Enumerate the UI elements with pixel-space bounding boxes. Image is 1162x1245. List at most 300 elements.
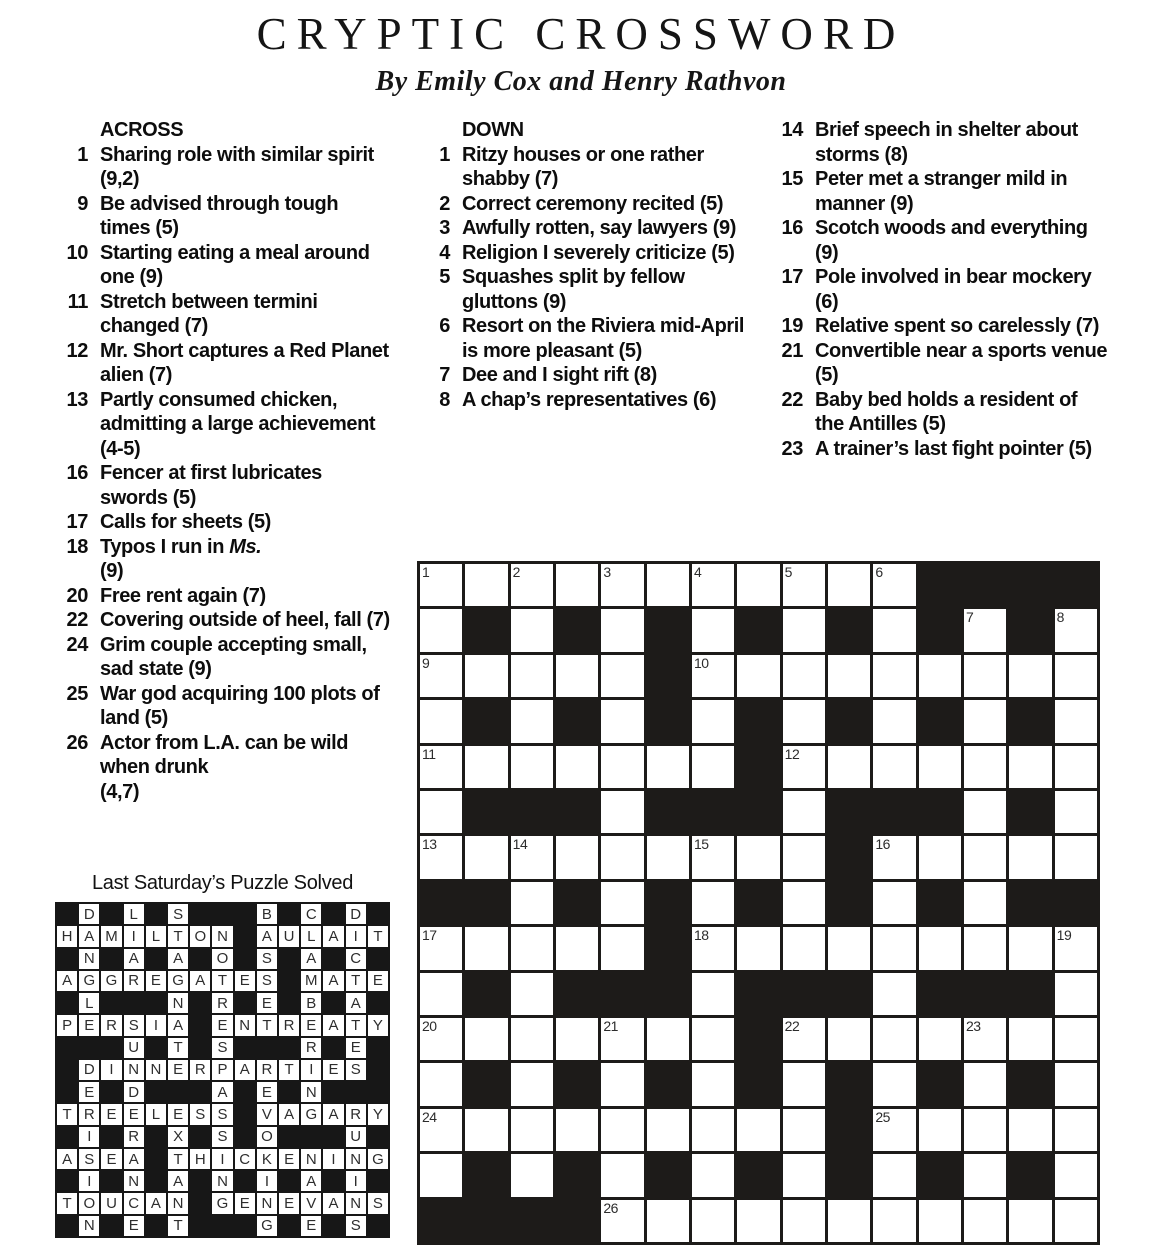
grid-cell[interactable] [556, 1018, 598, 1060]
solved-cell-black [57, 1171, 77, 1191]
grid-cell[interactable] [1009, 746, 1051, 788]
solved-cell-black [101, 1038, 121, 1058]
grid-cell[interactable] [647, 1018, 689, 1060]
solved-cell-letter: A [168, 1171, 188, 1191]
grid-cell[interactable] [964, 1109, 1006, 1151]
grid-cell[interactable] [783, 927, 825, 969]
grid-cell[interactable] [511, 609, 553, 651]
clue-text: War god acquiring 100 plots of land (5) [100, 682, 380, 729]
grid-cell[interactable] [1009, 1109, 1051, 1151]
grid-cell-black [511, 791, 553, 833]
grid-cell[interactable] [873, 1109, 915, 1151]
grid-cell[interactable] [1055, 1018, 1097, 1060]
grid-cell[interactable] [692, 836, 734, 878]
grid-cell-black [1055, 564, 1097, 606]
solved-cell-letter: R [124, 1127, 144, 1147]
solved-cell-black [235, 1171, 255, 1191]
grid-cell[interactable] [1055, 1154, 1097, 1196]
solved-cell-letter: K [257, 1149, 277, 1169]
grid-cell[interactable] [465, 564, 507, 606]
grid-cell[interactable] [737, 655, 779, 697]
grid-cell-number: 10 [693, 654, 709, 671]
grid-cell-black [556, 791, 598, 833]
solved-cell-letter: D [79, 904, 99, 924]
grid-cell[interactable] [420, 1109, 462, 1151]
grid-cell[interactable] [601, 1200, 643, 1242]
grid-cell[interactable] [783, 1154, 825, 1196]
grid-cell[interactable] [511, 1018, 553, 1060]
grid-cell[interactable] [873, 700, 915, 742]
grid-cell[interactable] [1009, 655, 1051, 697]
grid-cell[interactable] [873, 1154, 915, 1196]
grid-cell[interactable] [601, 1018, 643, 1060]
clue-number: 15 [781, 168, 803, 190]
solved-cell-letter: A [323, 1015, 343, 1035]
grid-cell[interactable] [964, 927, 1006, 969]
grid-cell[interactable] [964, 1063, 1006, 1105]
clue-number: 2 [439, 192, 450, 215]
solved-cell-letter: X [168, 1127, 188, 1147]
grid-cell[interactable] [692, 655, 734, 697]
solved-cell-black [79, 1038, 99, 1058]
solved-cell-letter: E [235, 971, 255, 991]
grid-cell[interactable] [511, 564, 553, 606]
clue-text: Ritzy houses or one rather shabby (7) [462, 143, 704, 190]
solved-cell-black [368, 1127, 388, 1147]
solved-cell-letter: R [124, 971, 144, 991]
grid-cell[interactable] [556, 836, 598, 878]
grid-cell[interactable] [511, 882, 553, 924]
byline: By Emily Cox and Henry Rathvon [375, 66, 787, 97]
grid-cell[interactable] [511, 836, 553, 878]
grid-cell[interactable] [692, 927, 734, 969]
grid-cell-black [919, 973, 961, 1015]
clue-number: 14 [781, 119, 803, 141]
solved-cell-letter: A [168, 1015, 188, 1035]
solved-cell-letter: E [301, 1015, 321, 1035]
solved-cell-letter: S [212, 1038, 232, 1058]
grid-cell-black [556, 1063, 598, 1105]
clue-number: 21 [781, 339, 803, 362]
solved-cell-black [57, 949, 77, 969]
grid-cell[interactable] [964, 1018, 1006, 1060]
solved-cell-black [368, 1171, 388, 1191]
grid-cell[interactable] [511, 973, 553, 1015]
solved-cell-letter: N [301, 1149, 321, 1169]
solved-cell-black [212, 904, 232, 924]
grid-cell[interactable] [692, 1200, 734, 1242]
grid-cell[interactable] [601, 1063, 643, 1105]
grid-cell-black [465, 1154, 507, 1196]
grid-cell[interactable] [420, 746, 462, 788]
grid-cell[interactable] [783, 746, 825, 788]
grid-cell[interactable] [919, 1018, 961, 1060]
grid-cell[interactable] [692, 700, 734, 742]
grid-cell-black [919, 700, 961, 742]
solved-cell-letter: A [346, 993, 366, 1013]
grid-cell-black [919, 791, 961, 833]
solved-cell-black [323, 1216, 343, 1236]
grid-cell[interactable] [873, 609, 915, 651]
grid-cell[interactable] [783, 791, 825, 833]
clue-text: Starting eating a meal around one (9) [100, 241, 370, 288]
solved-cell-black [235, 904, 255, 924]
solved-cell-letter: E [323, 1060, 343, 1080]
grid-cell-black [647, 791, 689, 833]
solved-cell-letter: E [212, 1015, 232, 1035]
grid-cell[interactable] [692, 746, 734, 788]
grid-cell[interactable] [873, 1200, 915, 1242]
solved-cell-letter: S [212, 1127, 232, 1147]
grid-cell[interactable] [783, 1200, 825, 1242]
grid-cell[interactable] [737, 927, 779, 969]
solved-cell-letter: E [124, 1104, 144, 1124]
grid-cell[interactable] [919, 1200, 961, 1242]
grid-cell-black [465, 1063, 507, 1105]
grid-cell[interactable] [511, 655, 553, 697]
grid-cell-number: 12 [784, 745, 800, 762]
solved-cell-black [368, 1216, 388, 1236]
grid-cell[interactable] [737, 1109, 779, 1151]
solved-cell-letter: H [57, 926, 77, 946]
grid-cell[interactable] [783, 836, 825, 878]
solved-cell-letter: O [212, 949, 232, 969]
grid-cell-black [828, 791, 870, 833]
grid-cell[interactable] [556, 746, 598, 788]
solved-cell-black [168, 1082, 188, 1102]
grid-cell[interactable] [873, 973, 915, 1015]
grid-cell[interactable] [511, 927, 553, 969]
grid-cell[interactable] [465, 655, 507, 697]
grid-cell-number: 17 [422, 927, 437, 944]
grid-cell[interactable] [783, 1109, 825, 1151]
grid-cell[interactable] [420, 609, 462, 651]
grid-cell[interactable] [601, 746, 643, 788]
solved-cell-black [57, 1038, 77, 1058]
clue-text: Covering outside of heel, fall (7) [100, 609, 390, 631]
grid-cell[interactable] [465, 927, 507, 969]
grid-cell[interactable] [556, 1109, 598, 1151]
grid-cell[interactable] [647, 836, 689, 878]
grid-cell[interactable] [964, 882, 1006, 924]
solved-cell-black [101, 993, 121, 1013]
grid-cell[interactable] [919, 836, 961, 878]
grid-cell[interactable] [873, 1018, 915, 1060]
solved-cell-letter: R [257, 1060, 277, 1080]
grid-cell[interactable] [511, 700, 553, 742]
grid-cell[interactable] [601, 791, 643, 833]
solved-cell-letter: Y [368, 1015, 388, 1035]
grid-cell[interactable] [783, 564, 825, 606]
clue-number: 12 [66, 339, 88, 362]
grid-cell-black [828, 882, 870, 924]
grid-cell[interactable] [601, 700, 643, 742]
clue-item [55, 731, 393, 805]
solved-cell-black [323, 904, 343, 924]
grid-cell[interactable] [420, 1018, 462, 1060]
grid-cell[interactable] [964, 655, 1006, 697]
grid-cell-black [1009, 1154, 1051, 1196]
across-clue-list [55, 143, 393, 805]
grid-cell[interactable] [964, 1154, 1006, 1196]
grid-cell[interactable] [737, 836, 779, 878]
grid-cell-black [783, 973, 825, 1015]
grid-cell[interactable] [1055, 609, 1097, 651]
grid-cell[interactable] [873, 655, 915, 697]
grid-cell[interactable] [465, 746, 507, 788]
solved-cell-letter: T [257, 1015, 277, 1035]
solved-cell-letter: R [190, 1060, 210, 1080]
grid-cell[interactable] [1055, 791, 1097, 833]
grid-cell[interactable] [465, 836, 507, 878]
grid-cell[interactable] [1055, 927, 1097, 969]
grid-cell[interactable] [601, 882, 643, 924]
solved-cell-letter: G [101, 971, 121, 991]
solved-cell-black [57, 1060, 77, 1080]
clue-item [770, 437, 1108, 462]
solved-cell-letter: G [212, 1193, 232, 1213]
grid-cell[interactable] [420, 700, 462, 742]
grid-cell[interactable] [511, 1109, 553, 1151]
solved-cell-letter: T [168, 1038, 188, 1058]
down-continued-clue-list [770, 118, 1108, 461]
solved-cell-letter: C [301, 904, 321, 924]
solved-cell-black [257, 1038, 277, 1058]
grid-cell[interactable] [1055, 836, 1097, 878]
solved-cell-black [235, 949, 255, 969]
clue-item [55, 339, 393, 388]
grid-cell-number: 26 [603, 1199, 618, 1216]
solved-cell-black [368, 949, 388, 969]
clue-item [770, 118, 1108, 167]
grid-cell[interactable] [556, 927, 598, 969]
grid-cell[interactable] [511, 746, 553, 788]
grid-cell[interactable] [964, 609, 1006, 651]
grid-cell[interactable] [420, 927, 462, 969]
grid-cell-black [828, 609, 870, 651]
grid-cell[interactable] [1009, 1018, 1051, 1060]
grid-cell[interactable] [601, 1109, 643, 1151]
solved-cell-letter: U [101, 1193, 121, 1213]
grid-cell[interactable] [601, 564, 643, 606]
grid-cell[interactable] [601, 927, 643, 969]
grid-cell[interactable] [692, 1154, 734, 1196]
grid-cell[interactable] [1055, 655, 1097, 697]
page-title: CRYPTIC CROSSWORD [256, 9, 906, 59]
solved-cell-letter: I [301, 1060, 321, 1080]
grid-cell[interactable] [420, 564, 462, 606]
grid-cell[interactable] [1055, 1109, 1097, 1151]
grid-cell[interactable] [783, 1063, 825, 1105]
grid-cell[interactable] [919, 1109, 961, 1151]
grid-cell[interactable] [1055, 973, 1097, 1015]
grid-cell[interactable] [737, 1200, 779, 1242]
grid-cell[interactable] [783, 1018, 825, 1060]
solved-cell-letter: N [168, 1193, 188, 1213]
grid-cell[interactable] [737, 564, 779, 606]
grid-cell[interactable] [692, 973, 734, 1015]
clue-text: Grim couple accepting small, sad state (9) [100, 633, 367, 680]
grid-cell[interactable] [828, 746, 870, 788]
grid-cell[interactable] [828, 927, 870, 969]
solved-cell-letter: N [146, 1060, 166, 1080]
grid-cell-number: 14 [512, 836, 528, 853]
grid-cell-number: 7 [965, 609, 974, 626]
grid-cell[interactable] [828, 655, 870, 697]
grid-cell[interactable] [692, 882, 734, 924]
grid-cell[interactable] [964, 791, 1006, 833]
grid-cell-black [919, 882, 961, 924]
grid-cell[interactable] [692, 609, 734, 651]
solved-cell-letter: S [346, 1060, 366, 1080]
solved-cell-letter: A [57, 1149, 77, 1169]
grid-cell[interactable] [964, 1200, 1006, 1242]
solved-cell-letter: A [323, 971, 343, 991]
grid-cell-black [647, 882, 689, 924]
grid-cell[interactable] [511, 1063, 553, 1105]
solved-cell-black [368, 993, 388, 1013]
solved-cell-letter: A [301, 949, 321, 969]
grid-cell[interactable] [556, 564, 598, 606]
solved-cell-letter: E [168, 1060, 188, 1080]
solved-cell-black [279, 949, 299, 969]
solved-cell-black [101, 1082, 121, 1102]
clue-number: 6 [439, 315, 450, 337]
grid-cell[interactable] [873, 882, 915, 924]
grid-cell[interactable] [601, 1154, 643, 1196]
solved-cell-letter: N [79, 949, 99, 969]
grid-cell[interactable] [692, 1109, 734, 1151]
grid-cell[interactable] [1055, 700, 1097, 742]
grid-cell-number: 11 [422, 745, 436, 762]
grid-cell[interactable] [964, 746, 1006, 788]
solved-cell-letter: H [190, 1149, 210, 1169]
grid-cell[interactable] [873, 836, 915, 878]
grid-cell[interactable] [647, 1109, 689, 1151]
solved-cell-letter: N [79, 1216, 99, 1236]
grid-cell[interactable] [420, 973, 462, 1015]
clue-text: Calls for sheets (5) [100, 511, 271, 533]
solved-cell-letter: E [146, 971, 166, 991]
grid-cell[interactable] [783, 655, 825, 697]
grid-cell[interactable] [873, 1063, 915, 1105]
grid-cell[interactable] [1009, 1200, 1051, 1242]
grid-cell[interactable] [601, 609, 643, 651]
solved-cell-letter: A [190, 971, 210, 991]
grid-cell-black [1009, 609, 1051, 651]
clue-text: A chap’s representatives (6) [462, 388, 717, 411]
grid-cell[interactable] [873, 927, 915, 969]
grid-cell[interactable] [647, 746, 689, 788]
grid-cell-number: 8 [1056, 609, 1064, 626]
grid-cell[interactable] [692, 1063, 734, 1105]
clue-text: Pole involved in bear mockery (6) [815, 266, 1092, 313]
grid-cell[interactable] [1055, 1200, 1097, 1242]
solved-cell-black [212, 1216, 232, 1236]
grid-cell[interactable] [919, 746, 961, 788]
grid-cell-number: 25 [875, 1108, 890, 1125]
grid-cell[interactable] [420, 1063, 462, 1105]
grid-cell[interactable] [1009, 836, 1051, 878]
grid-cell[interactable] [601, 655, 643, 697]
grid-cell[interactable] [420, 655, 462, 697]
grid-cell[interactable] [828, 1018, 870, 1060]
clue-item [55, 510, 393, 535]
grid-cell-black [1009, 1063, 1051, 1105]
solved-cell-black [279, 1171, 299, 1191]
grid-cell[interactable] [647, 1200, 689, 1242]
grid-cell-black [1009, 564, 1051, 606]
clue-item [417, 314, 747, 363]
clue-number: 16 [66, 462, 88, 484]
grid-cell[interactable] [465, 1018, 507, 1060]
grid-cell[interactable] [647, 564, 689, 606]
solved-cell-black [101, 1127, 121, 1147]
grid-cell[interactable] [511, 1154, 553, 1196]
solved-cell-letter: T [346, 1015, 366, 1035]
grid-cell[interactable] [783, 609, 825, 651]
grid-cell-number: 20 [422, 1018, 437, 1034]
solved-cell-letter: I [79, 1171, 99, 1191]
grid-cell[interactable] [919, 655, 961, 697]
grid-cell[interactable] [873, 564, 915, 606]
grid-cell[interactable] [1055, 1063, 1097, 1105]
grid-cell-black [556, 700, 598, 742]
solved-cell-letter: E [301, 1216, 321, 1236]
clue-text: Partly consumed chicken, admitting a large achievement (4-5) [100, 388, 376, 460]
clue-text: Brief speech in shelter about storms (8) [815, 119, 1078, 166]
grid-cell[interactable] [783, 882, 825, 924]
grid-cell-black [556, 1200, 598, 1242]
solved-cell-letter: B [257, 904, 277, 924]
solved-cell-letter: V [257, 1104, 277, 1124]
grid-cell[interactable] [964, 700, 1006, 742]
solved-cell-black [279, 993, 299, 1013]
grid-cell[interactable] [873, 746, 915, 788]
grid-cell[interactable] [465, 1109, 507, 1151]
grid-cell[interactable] [601, 836, 643, 878]
grid-cell[interactable] [420, 791, 462, 833]
solved-cell-letter: A [124, 949, 144, 969]
solved-cell-letter: T [279, 1060, 299, 1080]
grid-cell[interactable] [783, 700, 825, 742]
grid-cell-number: 16 [875, 836, 890, 853]
solved-cell-black [346, 1082, 366, 1102]
solved-cell-letter: I [146, 1015, 166, 1035]
grid-cell[interactable] [919, 927, 961, 969]
grid-cell[interactable] [420, 836, 462, 878]
grid-cell[interactable] [692, 1018, 734, 1060]
grid-cell[interactable] [828, 564, 870, 606]
clue-number: 4 [439, 241, 450, 264]
grid-cell-black [828, 1154, 870, 1196]
grid-cell-black [1009, 973, 1051, 1015]
grid-cell[interactable] [692, 564, 734, 606]
grid-cell[interactable] [420, 1154, 462, 1196]
solved-cell-letter: E [257, 1082, 277, 1102]
grid-cell[interactable] [1055, 746, 1097, 788]
clue-text: Be advised through tough times (5) [100, 192, 339, 239]
grid-cell-number: 5 [784, 564, 792, 580]
solved-cell-letter: A [212, 1082, 232, 1102]
grid-cell[interactable] [556, 655, 598, 697]
solved-cell-black [190, 1038, 210, 1058]
grid-cell[interactable] [1009, 927, 1051, 969]
grid-cell-black [873, 791, 915, 833]
grid-cell[interactable] [964, 836, 1006, 878]
grid-cell[interactable] [828, 1200, 870, 1242]
solved-cell-letter: R [79, 1104, 99, 1124]
